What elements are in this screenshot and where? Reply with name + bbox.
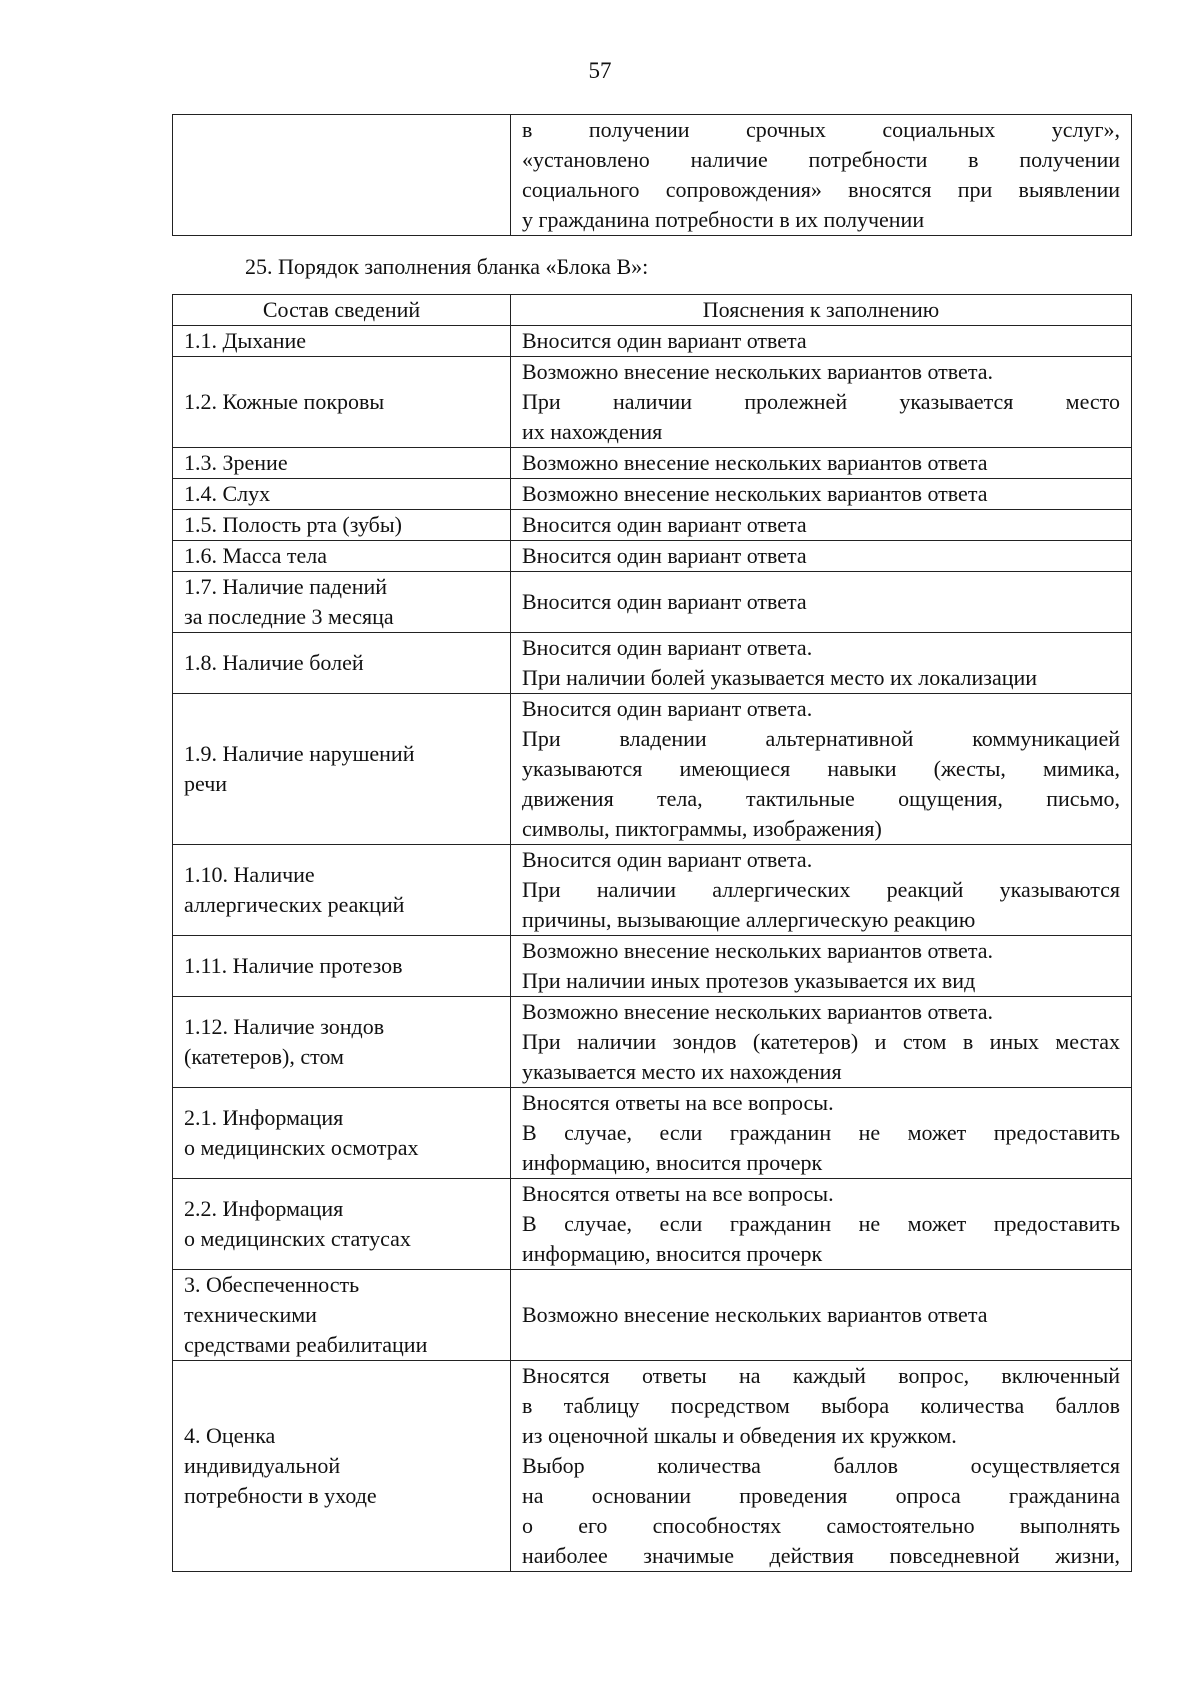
table-cell-explanation xyxy=(511,1361,1132,1572)
text-line: Вносятся ответы на все вопросы. xyxy=(522,1181,834,1206)
text-line: Вносится один вариант ответа xyxy=(522,328,807,353)
text-line: Вносится один вариант ответа. xyxy=(522,847,813,872)
text-line: наиболее значимые действия повседневной жизни, xyxy=(522,1543,1120,1568)
text-line: индивидуальной xyxy=(184,1453,341,1478)
text-line: 1.12. Наличие зондов xyxy=(184,1014,385,1039)
text-line: Выбор количества баллов осуществляется xyxy=(522,1453,1120,1478)
text-line: 1.8. Наличие болей xyxy=(184,650,364,675)
text-line: их нахождения xyxy=(522,419,663,444)
table-cell-explanation xyxy=(511,633,1132,694)
table-cell-composition xyxy=(173,572,511,633)
text-line: В случае, если гражданин не может предоставить xyxy=(522,1211,1120,1236)
block-v-table xyxy=(172,294,1132,1572)
text-line: информацию, вносится прочерк xyxy=(522,1150,823,1175)
text-line: 1.10. Наличие xyxy=(184,862,315,887)
table-cell-composition xyxy=(173,633,511,694)
text-line: 1.3. Зрение xyxy=(184,450,288,475)
text-line: 2.2. Информация xyxy=(184,1196,344,1221)
table-cell-composition xyxy=(173,694,511,845)
table-cell-explanation xyxy=(511,694,1132,845)
text-line: указываются имеющиеся навыки (жесты, мимика, xyxy=(522,756,1120,781)
text-line: средствами реабилитации xyxy=(184,1332,428,1357)
text-line: Вносятся ответы на каждый вопрос, включенный xyxy=(522,1363,1120,1388)
text-line: в таблицу посредством выбора количества баллов xyxy=(522,1393,1120,1418)
text-line: Возможно внесение нескольких вариантов ответа xyxy=(522,1302,988,1327)
table-cell-explanation xyxy=(511,572,1132,633)
text-line: Возможно внесение нескольких вариантов ответа xyxy=(522,481,988,506)
text-line: техническими xyxy=(184,1302,317,1327)
table-cell-composition xyxy=(173,936,511,997)
text-line: Возможно внесение нескольких вариантов ответа xyxy=(522,450,988,475)
table-cell-composition xyxy=(173,357,511,448)
text-line: аллергических реакций xyxy=(184,892,405,917)
table-row xyxy=(173,633,1132,694)
text-line: символы, пиктограммы, изображения) xyxy=(522,816,882,841)
table-cell-composition xyxy=(173,1361,511,1572)
text-line: 1.9. Наличие нарушений xyxy=(184,741,415,766)
table-row xyxy=(173,572,1132,633)
table-body xyxy=(173,326,1132,1572)
text-line: указывается место их нахождения xyxy=(522,1059,842,1084)
text-line: При владении альтернативной коммуникацией xyxy=(522,726,1120,751)
text-line: При наличии иных протезов указывается их вид xyxy=(522,968,976,993)
table-row xyxy=(173,694,1132,845)
table-row xyxy=(173,997,1132,1088)
column-header-composition: Состав сведений xyxy=(173,295,511,326)
text-line: При наличии аллергических реакций указываются xyxy=(522,877,1120,902)
table-cell-explanation xyxy=(511,541,1132,572)
text-line: 1.11. Наличие протезов xyxy=(184,953,403,978)
table-cell-explanation xyxy=(511,448,1132,479)
text-line: 1.1. Дыхание xyxy=(184,328,307,353)
text-line: 1.5. Полость рта (зубы) xyxy=(184,512,402,537)
text-line: «установлено наличие потребности в получении xyxy=(522,147,1120,172)
table-row xyxy=(173,1088,1132,1179)
text-line: 1.6. Масса тела xyxy=(184,543,328,568)
text-line: Вносится один вариант ответа. xyxy=(522,696,813,721)
table-row xyxy=(173,326,1132,357)
text-line: Вносится один вариант ответа xyxy=(522,543,807,568)
table-cell-composition xyxy=(173,510,511,541)
table-cell-composition xyxy=(173,326,511,357)
text-line: движения тела, тактильные ощущения, письмо, xyxy=(522,786,1120,811)
text-line: Вносится один вариант ответа. xyxy=(522,635,813,660)
text-line: из оценочной шкалы и обведения их кружком. xyxy=(522,1423,957,1448)
text-line: о медицинских статусах xyxy=(184,1226,411,1251)
table-row xyxy=(173,1179,1132,1270)
table-cell-empty xyxy=(173,115,511,236)
text-line: При наличии пролежней указывается место xyxy=(522,389,1120,414)
text-line: на основании проведения опроса гражданина xyxy=(522,1483,1120,1508)
text-line: 3. Обеспеченность xyxy=(184,1272,360,1297)
table-cell-composition xyxy=(173,448,511,479)
text-line: за последние 3 месяца xyxy=(184,604,394,629)
text-line: Вносятся ответы на все вопросы. xyxy=(522,1090,834,1115)
table-cell-composition xyxy=(173,1088,511,1179)
text-line: 2.1. Информация xyxy=(184,1105,344,1130)
table-cell-explanation xyxy=(511,1179,1132,1270)
table-cell-explanation xyxy=(511,997,1132,1088)
text-line: Возможно внесение нескольких вариантов ответа. xyxy=(522,359,993,384)
table-cell-explanation xyxy=(511,845,1132,936)
table-row xyxy=(173,936,1132,997)
table-row xyxy=(173,115,1132,236)
table-row xyxy=(173,510,1132,541)
text-line: 1.2. Кожные покровы xyxy=(184,389,385,414)
text-line: Вносится один вариант ответа xyxy=(522,512,807,537)
text-line: При наличии болей указывается место их локализации xyxy=(522,665,1038,690)
text-line: о медицинских осмотрах xyxy=(184,1135,419,1160)
table-row xyxy=(173,357,1132,448)
text-line: речи xyxy=(184,771,228,796)
text-line: (катетеров), стом xyxy=(184,1044,344,1069)
text-line: 1.7. Наличие падений xyxy=(184,574,388,599)
text-line: в получении срочных социальных услуг», xyxy=(522,117,1120,142)
table-cell-composition xyxy=(173,1270,511,1361)
table-cell-composition xyxy=(173,1179,511,1270)
table-row xyxy=(173,541,1132,572)
text-line: При наличии зондов (катетеров) и стом в иных местах xyxy=(522,1029,1120,1054)
table-cell-explanation xyxy=(511,357,1132,448)
section-heading: 25. Порядок заполнения бланка «Блока В»: xyxy=(245,254,649,279)
table-row xyxy=(173,448,1132,479)
text-line: Возможно внесение нескольких вариантов ответа. xyxy=(522,999,993,1024)
table-cell-explanation xyxy=(511,1088,1132,1179)
table-row xyxy=(173,845,1132,936)
text-line: о его способностях самостоятельно выполнять xyxy=(522,1513,1120,1538)
text-line: у гражданина потребности в их получении xyxy=(522,207,925,232)
table-cell-composition xyxy=(173,479,511,510)
table-cell-explanation xyxy=(511,510,1132,541)
table-cell-text xyxy=(511,115,1132,236)
table-cell-composition xyxy=(173,997,511,1088)
page-number: 57 xyxy=(588,58,612,83)
table-cell-explanation xyxy=(511,479,1132,510)
table-cell-composition xyxy=(173,541,511,572)
text-line: информацию, вносится прочерк xyxy=(522,1241,823,1266)
table-cell-composition xyxy=(173,845,511,936)
text-line: Вносится один вариант ответа xyxy=(522,589,807,614)
table-cell-explanation xyxy=(511,326,1132,357)
column-header-explanations: Пояснения к заполнению xyxy=(511,295,1132,326)
table-row xyxy=(173,1270,1132,1361)
table-header-row xyxy=(173,295,1132,326)
text-line: потребности в уходе xyxy=(184,1483,377,1508)
table-cell-explanation xyxy=(511,936,1132,997)
text-line: В случае, если гражданин не может предоставить xyxy=(522,1120,1120,1145)
text-line: социального сопровождения» вносятся при выявлении xyxy=(522,177,1120,202)
table-cell-explanation xyxy=(511,1270,1132,1361)
text-line: причины, вызывающие аллергическую реакцию xyxy=(522,907,976,932)
table-row xyxy=(173,479,1132,510)
table-row xyxy=(173,1361,1132,1572)
text-line: 4. Оценка xyxy=(184,1423,276,1448)
text-line: Возможно внесение нескольких вариантов ответа. xyxy=(522,938,993,963)
continuation-table xyxy=(172,114,1132,236)
text-line: 1.4. Слух xyxy=(184,481,271,506)
